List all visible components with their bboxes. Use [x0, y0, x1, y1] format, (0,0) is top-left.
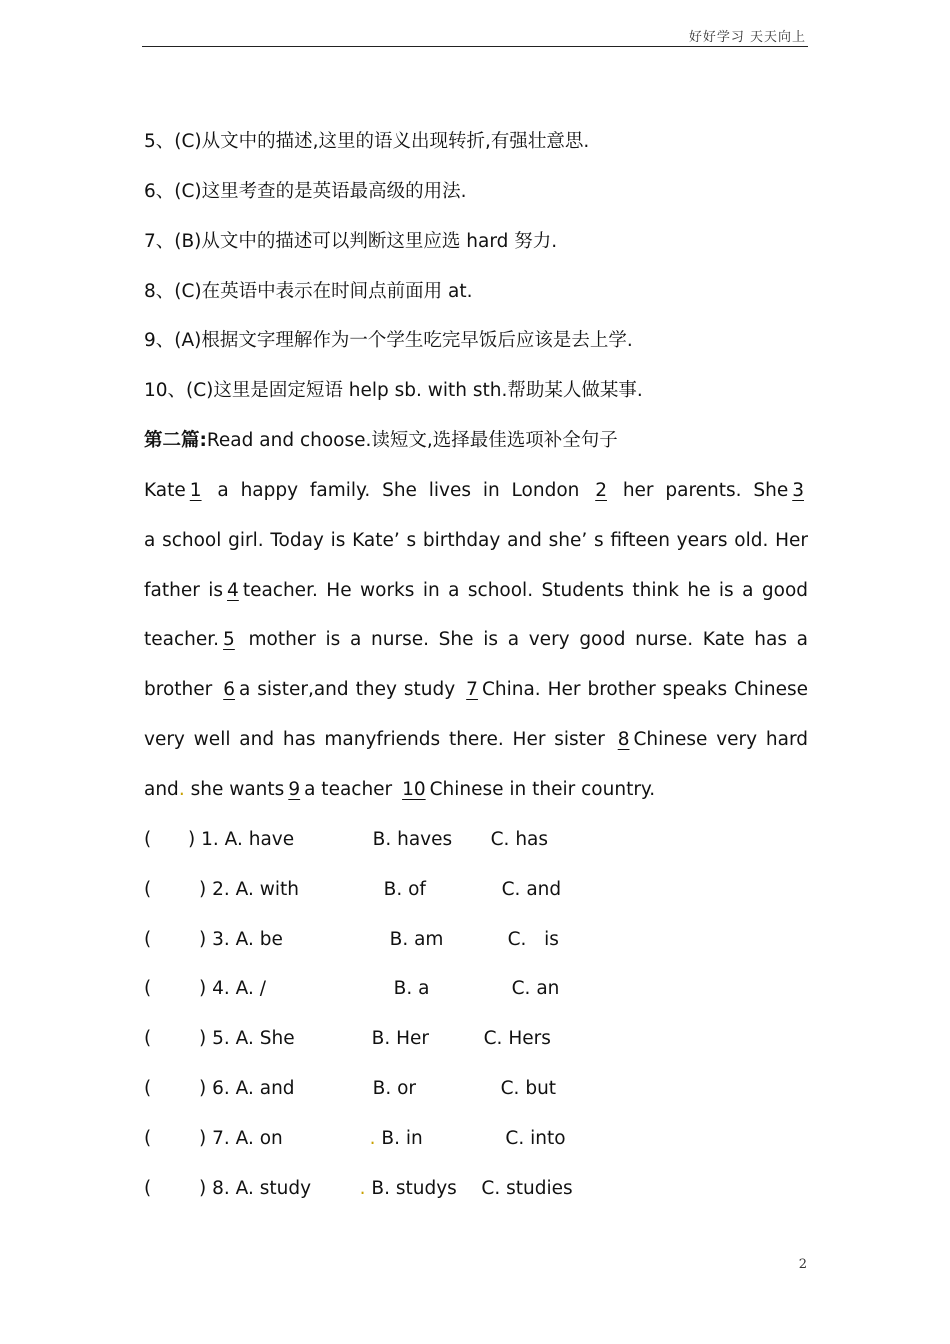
passage-line-3 [144, 573, 808, 623]
option-c: C. is [507, 928, 559, 950]
blank-8: 8 [617, 729, 630, 751]
answer-paren: ( [144, 1078, 152, 1100]
explanation-line: 5、(C)从文中的描述,这里的语义出现转折,有强壮意思. [144, 131, 590, 152]
explanation-line: 10、(C)这里是固定短语 help sb. with sth.帮助某人做某事. [144, 380, 643, 402]
dot-mark: . [359, 1177, 366, 1199]
answer-paren: ( [144, 1028, 152, 1050]
blank-2: 2 [595, 479, 607, 501]
option-c: C. but [500, 1078, 557, 1100]
passage-line-4 [144, 622, 808, 672]
option-b: B. a [393, 978, 430, 1000]
passage-text: she wants [190, 778, 285, 800]
answer-paren: ( [144, 1127, 152, 1149]
passage-text: Chinese in their country. [429, 778, 656, 800]
passage-text: a happy family. She lives in London [217, 479, 580, 501]
passage-line-7 [144, 772, 808, 822]
option-c: C. studies [481, 1177, 573, 1199]
option-b: B. am [389, 928, 444, 950]
passage-text: a sister,and [238, 679, 349, 701]
explanation-line: 8、(C)在英语中表示在时间点前面用 at. [144, 280, 473, 302]
section-label: 第二篇: [144, 430, 207, 452]
passage-text: a teacher [304, 778, 393, 800]
page-number: 2 [798, 1257, 807, 1272]
blank-9: 9 [288, 778, 301, 800]
question-number: ) 3. [199, 928, 230, 950]
passage-line-6 [144, 722, 808, 772]
option-c: C. an [511, 978, 560, 1000]
option-c: C. Hers [483, 1028, 551, 1050]
answer-paren: ( [144, 828, 152, 850]
option-b: B. of [383, 878, 426, 900]
option-b: B. haves [372, 828, 453, 850]
passage-text: they study [355, 679, 456, 701]
question-6 [144, 1071, 808, 1121]
question-number: ) 7. [199, 1127, 230, 1149]
option-a: A. with [235, 878, 299, 900]
question-number: ) 6. [199, 1078, 230, 1100]
option-b: B. or [372, 1078, 417, 1100]
blank-3: 3 [792, 479, 804, 501]
answer-paren: ( [144, 1177, 152, 1199]
answer-paren: ( [144, 928, 152, 950]
page-header [142, 26, 808, 47]
question-5 [144, 1021, 808, 1071]
question-number: ) 4. [199, 978, 230, 1000]
passage-line-2: a school girl. Today is Kate’ s birthday and she’ s fifteen years old. Her [144, 529, 808, 551]
passage-text: and [144, 778, 179, 800]
option-a: A. / [235, 978, 266, 1000]
passage-text: China. Her brother speaks Chinese [481, 679, 808, 701]
option-a: A. on [235, 1127, 283, 1149]
blank-10: 10 [402, 778, 426, 800]
question-number: ) 1. [188, 828, 219, 850]
passage-line-5 [144, 672, 808, 722]
blank-1: 1 [189, 479, 202, 501]
option-c: C. has [490, 828, 549, 850]
answer-paren: ( [144, 878, 152, 900]
passage-text: very well and has manyfriends there. Her sister [144, 729, 605, 751]
passage-text: father is [144, 579, 224, 601]
section-instructions: Read and choose.读短文,选择最佳选项补全句子 [206, 430, 618, 452]
explanation-line: 9、(A)根据文字理解作为一个学生吃完早饭后应该是去上学. [144, 330, 633, 352]
question-number: ) 2. [199, 878, 230, 900]
question-number: ) 8. [199, 1177, 230, 1199]
dot-mark: . [369, 1127, 376, 1149]
explanation-line: 6、(C)这里考查的是英语最高级的用法. [144, 180, 467, 202]
option-c: C. and [501, 878, 562, 900]
passage-text: mother is a nurse. She is a very good nurse. Kate has a [248, 629, 808, 651]
passage-text: Kate [144, 479, 186, 501]
option-c: C. into [505, 1127, 566, 1149]
option-a: A. She [235, 1028, 295, 1050]
document-body [144, 124, 808, 1221]
passage-text: her parents. She [622, 479, 789, 501]
passage-text: Chinese very hard [633, 729, 808, 751]
question-3 [144, 922, 808, 972]
question-2 [144, 872, 808, 922]
option-a: A. and [235, 1078, 295, 1100]
header-text: 好好学习 天天向上 [688, 30, 806, 45]
answer-paren: ( [144, 978, 152, 1000]
passage-text: brother [144, 679, 213, 701]
passage-text: teacher. [144, 629, 220, 651]
passage-line-1 [144, 473, 808, 523]
passage-text: teacher. He works in a school. Students think he is a good [242, 579, 808, 601]
option-a: A. study [235, 1177, 312, 1199]
blank-6: 6 [223, 679, 235, 701]
dot-mark: . [178, 778, 185, 800]
question-number: ) 5. [199, 1028, 230, 1050]
blank-4: 4 [227, 579, 239, 601]
option-b: B. in [381, 1127, 423, 1149]
section-title [144, 423, 808, 473]
option-b: B. studys [371, 1177, 457, 1199]
question-7 [144, 1121, 808, 1171]
option-a: A. be [235, 928, 283, 950]
question-4 [144, 971, 808, 1021]
question-1 [144, 822, 808, 872]
explanation-line: 7、(B)从文中的描述可以判断这里应选 hard 努力. [144, 230, 558, 252]
blank-7: 7 [466, 679, 478, 701]
blank-5: 5 [223, 629, 235, 651]
option-b: B. Her [371, 1028, 429, 1050]
option-a: A. have [224, 828, 295, 850]
question-8 [144, 1171, 808, 1221]
